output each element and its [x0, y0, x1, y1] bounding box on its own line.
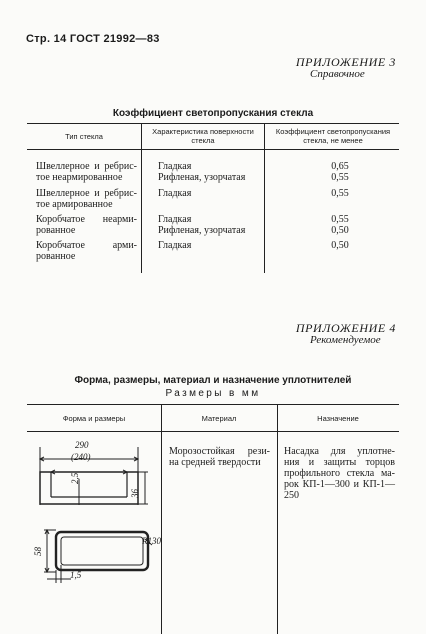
- coefficient-value: 0,65: [331, 161, 349, 172]
- material-line: на средней твердости: [169, 457, 261, 468]
- surface-value: Рифленая, узорчатая: [158, 172, 246, 183]
- coefficient-value: 0,55: [331, 188, 349, 199]
- glass-type-line: Швеллерное и ребрис-: [36, 161, 137, 172]
- surface-value: Гладкая: [158, 188, 192, 199]
- coefficient-value: 0,55: [331, 214, 349, 225]
- surface-value: Рифленая, узорчатая: [158, 225, 246, 236]
- dim-r130-label: R130: [142, 536, 161, 546]
- glass-type-line: Швеллерное и ребрис-: [36, 188, 137, 199]
- column-header-surface: Характеристика поверхности стекла: [152, 127, 254, 145]
- dim-36-label: 36: [130, 489, 140, 498]
- glass-type-line: Коробчатое арми-: [36, 240, 137, 251]
- appendix-4-subtitle: Рекомендуемое: [310, 334, 381, 346]
- coefficient-value: 0,50: [331, 240, 349, 251]
- purpose-line: профильного стекла ма-: [284, 468, 395, 479]
- column-header-coefficient: Коэффициент светопропускания стекла, не менее: [275, 127, 391, 145]
- dim-1-5-label: 1,5: [70, 570, 82, 580]
- glass-type-line: рованное: [36, 251, 76, 262]
- table-2-title: Форма, размеры, материал и назначение уплотнителей: [74, 375, 352, 386]
- seal-drawing: [27, 435, 161, 595]
- surface-value: Гладкая: [158, 214, 192, 225]
- purpose-line: ния и защиты торцов: [284, 457, 395, 468]
- appendix-3-subtitle: Справочное: [310, 68, 365, 80]
- dim-240-label: (240): [71, 452, 91, 462]
- coefficient-value: 0,50: [331, 225, 349, 236]
- surface-value: Гладкая: [158, 240, 192, 251]
- material-line: Морозостойкая рези-: [169, 446, 270, 457]
- glass-type-line: Коробчатое неарми-: [36, 214, 137, 225]
- purpose-line: Насадка для уплотне-: [284, 446, 395, 457]
- page-header: Стр. 14 ГОСТ 21992—83: [26, 33, 160, 45]
- dim-58-label: 58: [33, 547, 43, 556]
- purpose-line: рок КП-1—300 и КП-1—: [284, 479, 395, 490]
- purpose-line: 250: [284, 490, 299, 501]
- glass-type-line: тое армированное: [36, 199, 113, 210]
- glass-type-line: тое неармированное: [36, 172, 123, 183]
- units-note: Размеры в мм: [165, 388, 261, 399]
- appendix-3-title: ПРИЛОЖЕНИЕ 3: [295, 55, 396, 69]
- appendix-4-title: ПРИЛОЖЕНИЕ 4: [295, 321, 396, 335]
- table-1-title: Коэффициент светопропускания стекла: [112, 108, 314, 119]
- coefficient-value: 0,55: [331, 172, 349, 183]
- column-header-purpose: Назначение: [317, 414, 359, 423]
- dim-290-label: 290: [75, 440, 89, 450]
- surface-value: Гладкая: [158, 161, 192, 172]
- column-header-material: Материал: [201, 414, 237, 423]
- column-header-glass-type: Тип стекла: [65, 132, 103, 141]
- dim-2-5-label: 2,5: [70, 472, 80, 484]
- glass-type-line: рованное: [36, 225, 76, 236]
- column-header-shape: Форма и размеры: [62, 414, 126, 423]
